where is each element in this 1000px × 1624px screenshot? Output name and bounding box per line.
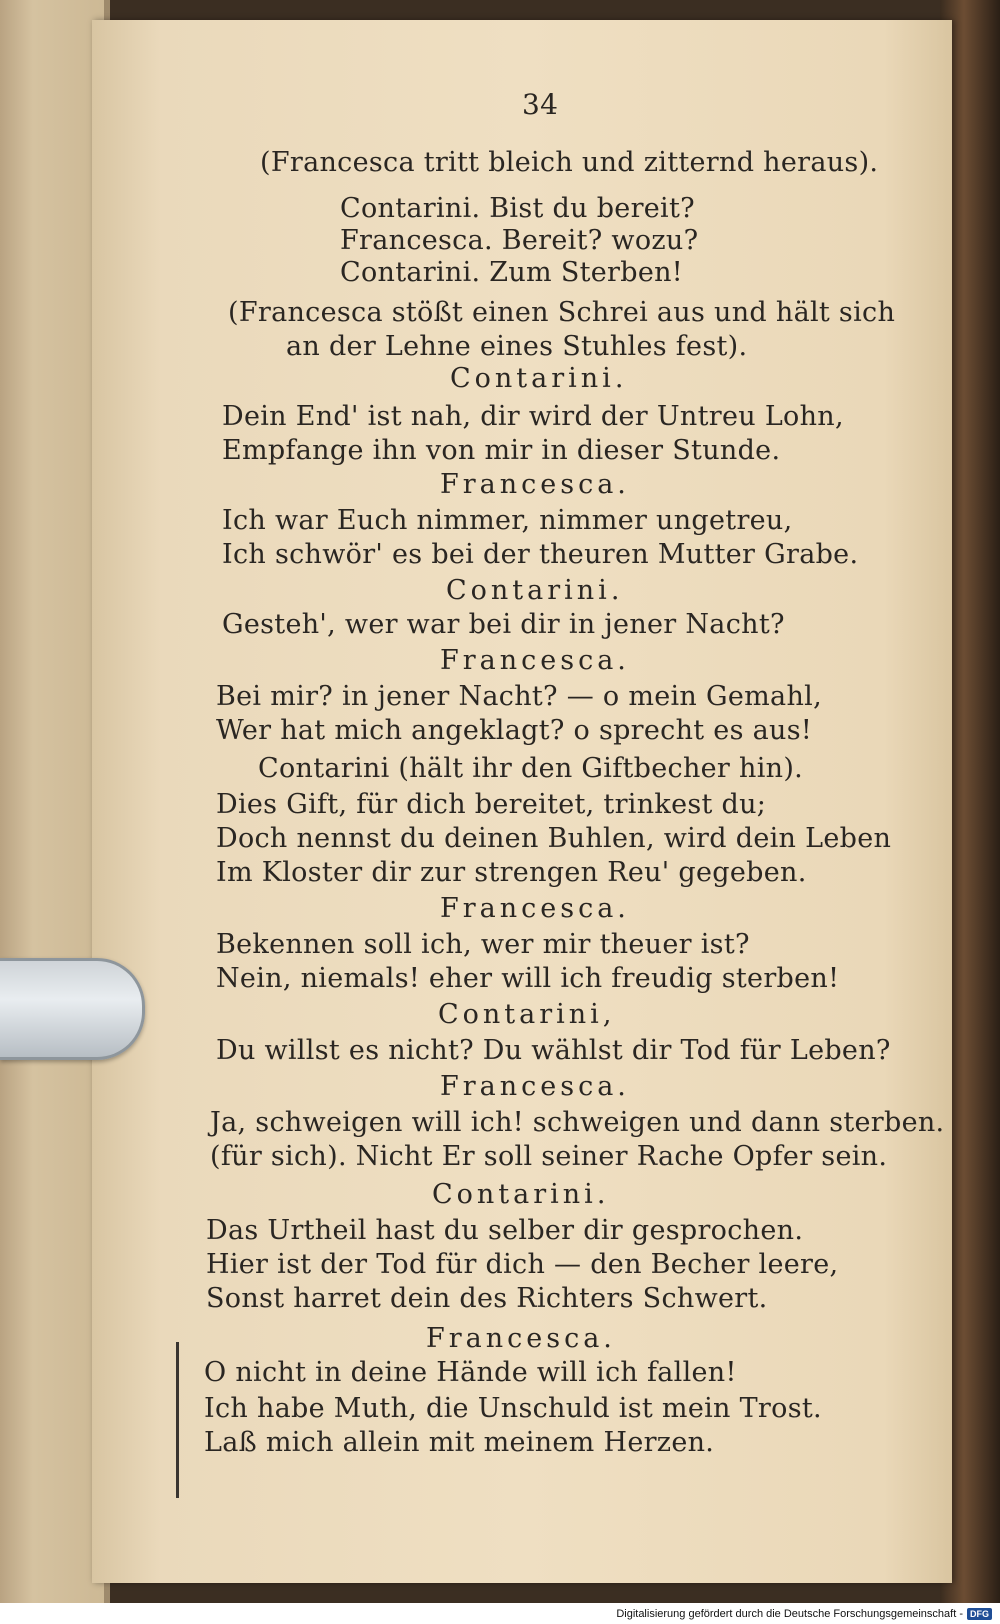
- verse-line: Gesteh', wer war bei dir in jener Nacht?: [222, 609, 785, 640]
- page-clip: [0, 958, 145, 1060]
- speaker-name: Francesca.: [440, 1071, 630, 1102]
- speaker-name: Contarini.: [432, 1179, 610, 1210]
- verse-line: Ich war Euch nimmer, nimmer ungetreu,: [222, 505, 793, 536]
- verse-line: Doch nennst du deinen Buhlen, wird dein Leben: [216, 823, 892, 854]
- speaker-name: Contarini.: [450, 363, 628, 394]
- verse-line: Ich habe Muth, die Unschuld ist mein Trost.: [204, 1393, 822, 1424]
- verse-line: Bekennen soll ich, wer mir theuer ist?: [216, 929, 750, 960]
- footer-credit: [616, 1606, 992, 1622]
- verse-line: Wer hat mich angeklagt? o sprecht es aus!: [216, 715, 813, 746]
- verse-line: Empfange ihn von mir in dieser Stunde.: [222, 435, 781, 466]
- stage-direction: an der Lehne eines Stuhles fest).: [286, 331, 748, 362]
- dialogue-line: Francesca. Bereit? wozu?: [340, 225, 699, 256]
- verse-line: Dein End' ist nah, dir wird der Untreu Lohn,: [222, 401, 844, 432]
- speaker-name: Francesca.: [440, 893, 630, 924]
- verse-line: Laß mich allein mit meinem Herzen.: [204, 1427, 715, 1458]
- dialogue-line: Contarini. Zum Sterben!: [340, 257, 683, 288]
- footer-credit-text: Digitalisierung gefördert durch die Deutsche Forschungsgemeinschaft -: [616, 1608, 963, 1620]
- verse-line: Das Urtheil hast du selber dir gesprochen.: [206, 1215, 804, 1246]
- dialogue-line: Contarini. Bist du bereit?: [340, 193, 695, 224]
- margin-mark: [176, 1342, 179, 1498]
- stage-direction: (Francesca tritt bleich und zitternd heraus).: [260, 147, 879, 178]
- speaker-name: Francesca.: [426, 1323, 616, 1354]
- verse-line: O nicht in deine Hände will ich fallen!: [204, 1357, 737, 1388]
- speaker-name: Francesca.: [440, 645, 630, 676]
- verse-line: Ja, schweigen will ich! schweigen und dann sterben.: [210, 1107, 945, 1138]
- verse-line: Sonst harret dein des Richters Schwert.: [206, 1283, 768, 1314]
- verse-line: (für sich). Nicht Er soll seiner Rache Opfer sein.: [210, 1141, 888, 1172]
- verse-line: Hier ist der Tod für dich — den Becher leere,: [206, 1249, 839, 1280]
- verse-line: Du willst es nicht? Du wählst dir Tod für Leben?: [216, 1035, 891, 1066]
- speaker-name: Contarini.: [446, 575, 624, 606]
- verse-line: Ich schwör' es bei der theuren Mutter Grabe.: [222, 539, 859, 570]
- verse-line: Dies Gift, für dich bereitet, trinkest du;: [216, 789, 767, 820]
- verse-line: Im Kloster dir zur strengen Reu' gegeben.: [216, 857, 807, 888]
- verse-line: Bei mir? in jener Nacht? — o mein Gemahl,: [216, 681, 822, 712]
- speaker-name: Francesca.: [440, 469, 630, 500]
- stage-direction: (Francesca stößt einen Schrei aus und hält sich: [228, 297, 896, 328]
- speaker-name: Contarini,: [438, 999, 616, 1030]
- dfg-logo: DFG: [967, 1608, 992, 1620]
- page-number: 34: [522, 88, 559, 121]
- speaker-with-direction: Contarini (hält ihr den Giftbecher hin).: [258, 753, 804, 784]
- verse-line: Nein, niemals! eher will ich freudig sterben!: [216, 963, 840, 994]
